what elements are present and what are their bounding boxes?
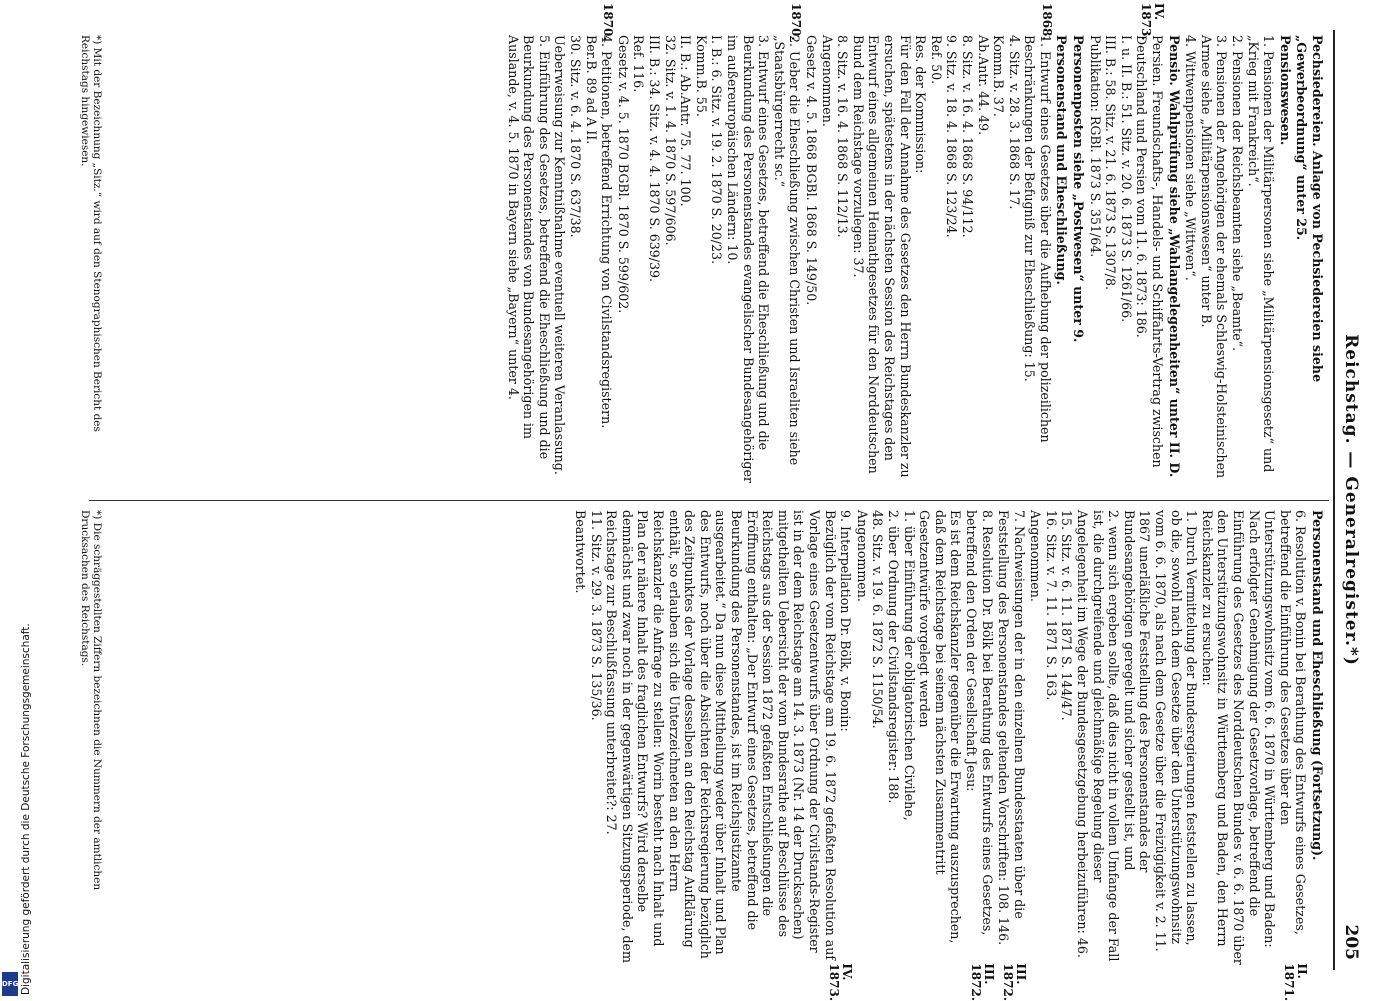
entry-text: 8. Resolution Dr. Bölk bei Berathung des Entwurfs eines Gesetzes, betreffend den Orden der Gesellschaft Jesu: Es ist dem Reichskanzler gegenüber die Erwartung auszusprechen, daß dem Reichstage bei seinem nächsten Zusammentritt Gesetzentwürfe vorgelegt werden 1. über Einführung der obligatorischen Civilehe, 2. über Ordnung der Civilstandsregister: 188. 48. Sitz. v. 19. 6. 1872 S. 1150/54. Angenommen. <box>854 510 995 944</box>
left-entry <box>1071 35 1087 490</box>
right-footnote: *) Die schräggestellten Ziffern bezeichnen die Nummern der amtlichen Drucksachen des Reichstags. <box>79 510 103 891</box>
right-entry <box>1028 510 1310 1001</box>
right-entry <box>996 510 1028 1001</box>
margin-year: II. 1871. <box>1282 963 1310 1001</box>
entry-text: Personenposten siehe „Postwesen“ unter 9. <box>1071 35 1087 343</box>
left-entry <box>1183 35 1277 490</box>
entry-text: 9. Interpellation Dr. Bölk, v. Bonin: Bezüglich der vom Reichstage am 19. 6. 1872 gefaßten Resolution auf Vorlage eines Gesetzentwurfs über Ordnung der Civilstands-Register ist in der dem Reichstage am 14. 3. 1873 (Nr. 14 der Drucksachen) mitgetheilten Uebersicht der vom Bundesrathe auf Beschlüsse des Reichstags aus der Session 1872 gefaßten Entschließungen die Eröffnung enthalten: „Der Entwurf eines Gesetzes, betreffend die Beurkundung des Personenstandes, ist im Reichsjustizamte ausgearbeitet.“ Da nun diese Mittheilung weder über Inhalt und Plan des Entwurfs, noch über die Absichten der Reichsregierung bezüglich des Zeitpunktes der Vorlage desselben an den Reichstag Aufklärung enthält, so erlauben sich die Unterzeichneten an den Herrn Reichskanzler die Anfrage zu stellen: Worin besteht nach Inhalt und Plan der nähere Inhalt des fraglichen Entwurfs? Wird derselbe demnächst und zwar noch in der gegenwärtigen Sitzungsperiode, dem Reichstage zur Beschlußfassung unterbreitet?: 27. 11. Sitz. v. 29. 3. 1873 S. 135/36. Beantwortet. <box>573 510 854 963</box>
right-entry <box>854 510 996 1001</box>
right-entry <box>573 510 855 1001</box>
entry-text: 6. Resolution v. Bonin bei Berathung des Entwurfs eines Gesetzes, betreffend die Einführung des Gesetzes über den Unterstützungswohnsitz vom 6. 6. 1870 in Württemberg und Baden: Nach erfolgter Genehmigung der Gesetzvorlage, betreffend die Einführung des Gesetzes des Norddeutschen Bundes v. 6. 6. 1870 über den Unterstützungswohnsitz in Württemberg und Baden, den Herrn Reichskanzler zu ersuchen: 1. Durch Vermittelung der Bundesregierungen feststellen zu lassen, ob die, sowohl nach dem Gesetze über den Unterstützungswohnsitz vom 6. 6. 1870, als nach dem Gesetze über die Freizügigkeit v. 2. 11. 1867 unerläßliche Feststellung des Personenstandes der Bundesangehörigen geregelt und sicher gestellt ist, und 2. wenn sich ergeben sollte, daß dies nicht in vollem Umfange der Fall ist, die durchgreifende und gleichmäßige Regelung dieser Angelegenheit im Wege der Bundesgesetzgebung herbeizuführen: 46. 15. Sitz. v. 6. 11. 1871 S. 144/47. 16. Sitz. v. 7. 11. 1871 S. 163. Angenommen. <box>1028 510 1309 965</box>
left-footnote: *) Mit der Bezeichnung „Sitz.“ wird auf den Stenographischen Bericht des Reichstags hingewiesen. <box>79 35 103 432</box>
margin-year: III. 1872. <box>968 963 996 1001</box>
left-entry <box>1087 3 1167 490</box>
left-entry <box>615 3 804 490</box>
entry-text: Persien. Freundschafts-, Handels- und Schiffahrts-Vertrag zwischen Deutschland und Persien vom 11. 6. 1873: 186. I. u. II. B.: 51. Sitz. v. 20. 6. 1873 S. 1261/66. III. B.: 58. Sitz. v. 21. 6. 1873 S. 1307/8. Publikation: RGBl. 1873 S. 351/64. <box>1087 35 1166 468</box>
entry-text: 7. Nachweisungen der in den einzelnen Bundesstaaten über die Feststellung des Personenstandes geltenden Vorschriften: 108. 146. <box>996 510 1027 946</box>
left-entry <box>505 3 616 490</box>
footer-text: Digitalisierung gefördert durch die Deutsche Forschungsgemeinschaft. <box>20 623 32 995</box>
margin-year: 1870. <box>601 3 616 41</box>
header-rule <box>1333 30 1335 970</box>
page-number: 205 <box>1341 924 1361 960</box>
entry-text: Personenstand und Eheschließung (Fortsetzung). <box>1310 510 1325 861</box>
left-entry <box>1054 35 1070 490</box>
margin-year: IV. 1873. <box>1139 3 1167 41</box>
margin-year: 1868. <box>1039 3 1054 41</box>
page-header <box>1331 40 1361 960</box>
column-separator <box>89 500 1329 501</box>
margin-year: III. 1872. <box>1000 963 1028 1001</box>
footer-strip <box>2 600 32 995</box>
left-entry <box>1166 35 1182 490</box>
right-entry <box>1309 510 1325 965</box>
page-title: Reichstag. — Generalregister.*) <box>1341 334 1361 666</box>
margin-year: 1870. <box>789 3 804 41</box>
margin-year: IV. 1873. <box>827 963 855 1001</box>
entry-text: 4. Petitionen, betreffend Errichtung von Civilstandsregistern. Ber.B. 89 ad A II. 30. Sitz. v. 6. 4. 1870 S. 637/38. Ueberweisung zur Kenntnißnahme eventuell weiteren Veranlassung. 5. Einführung des Gesetzes, betreffend die Eheschließung und die Beurkundung des Personenstandes von Bundesangehörigen im Auslande, v. 4. 5. 1870 in Bayern siehe „Bayern“ unter 4. <box>505 35 615 475</box>
entry-text: Pechsiedereien. Anlage von Pechsiedereien siehe „Gewerbeordnung“ unter 25. <box>1294 35 1325 383</box>
dfg-logo: DFG <box>2 972 18 996</box>
entry-text: Pensionswesen. <box>1277 35 1293 146</box>
entry-text: Personenstand und Eheschließung. <box>1054 35 1070 285</box>
entry-text: 2. Ueber die Eheschließung zwischen Christen und Israeliten siehe „Staatsbürgerrecht sc.“ 3. Entwurf eines Gesetzes, betreffend die Eheschließung und die Beurkundung des Personenstandes evangelischer Bundesangehöriger im außereuropäischen Ländern: 10. I. B.: 6. Sitz. v. 19. 2. 1870 S. 20/23. Komm.B. 55. II. B.: Ab.Antr. 75. 77. 100. 32. Sitz. v. 1. 4. 1870 S. 597/606. III. B.: 34. Sitz. v. 4. 4. 1870 S. 639/39. Ref. 116. Gesetz v. 4. 5. 1870 BGBl. 1870 S. 599/602. <box>615 35 803 483</box>
left-entry <box>1277 35 1293 490</box>
entry-text: 1. Entwurf eines Gesetzes über die Aufhebung der polizeilichen Beschränkungen der Befugniß zur Eheschließung: 15. 4. Sitz. v. 28. 3. 1868 S. 17. Komm.B. 37. Ab.Antr. 44. 49. 8. Sitz. v. 16. 4. 1868 S. 94/112. 9. Sitz. v. 18. 4. 1868 S. 123/24. Ref. 50. Res. der Kommission: Für den Fall der Annahme des Gesetzes den Herrn Bundeskanzler zu ersuchen, spätestens in der nächsten Session des Reichstages den Entwurf eines allgemeinen Heimathgesetzes für den Norddeutschen Bund dem Reichstage vorzulegen: 37. 8. Sitz. v. 16. 4. 1868 S. 112/13. Angenommen. Gesetz v. 4. 5. 1868 BGBl. 1868 S. 149/50. <box>804 35 1053 478</box>
left-entry <box>1294 35 1325 490</box>
left-column <box>504 3 1325 490</box>
entry-text: Pensio. Wahlprüfung siehe „Wahlangelegenheiten“ unter II. D. <box>1166 35 1182 478</box>
left-entry <box>803 3 1054 490</box>
right-column <box>572 510 1326 1001</box>
entry-text: 1. Pensionen der Militärpersonen siehe „Militärpensionsgesetz“ und „Krieg mit Frankreich“. 2. Pensionen der Reichsbeamten siehe „Beamte“. 3. Pensionen der Angehörigen der ehemals Schleswig-Holsteinischen Armee siehe „Militärpensionswesen“ unter B. 4. Wittwenpensionen siehe „Wittwen“. <box>1183 35 1277 479</box>
